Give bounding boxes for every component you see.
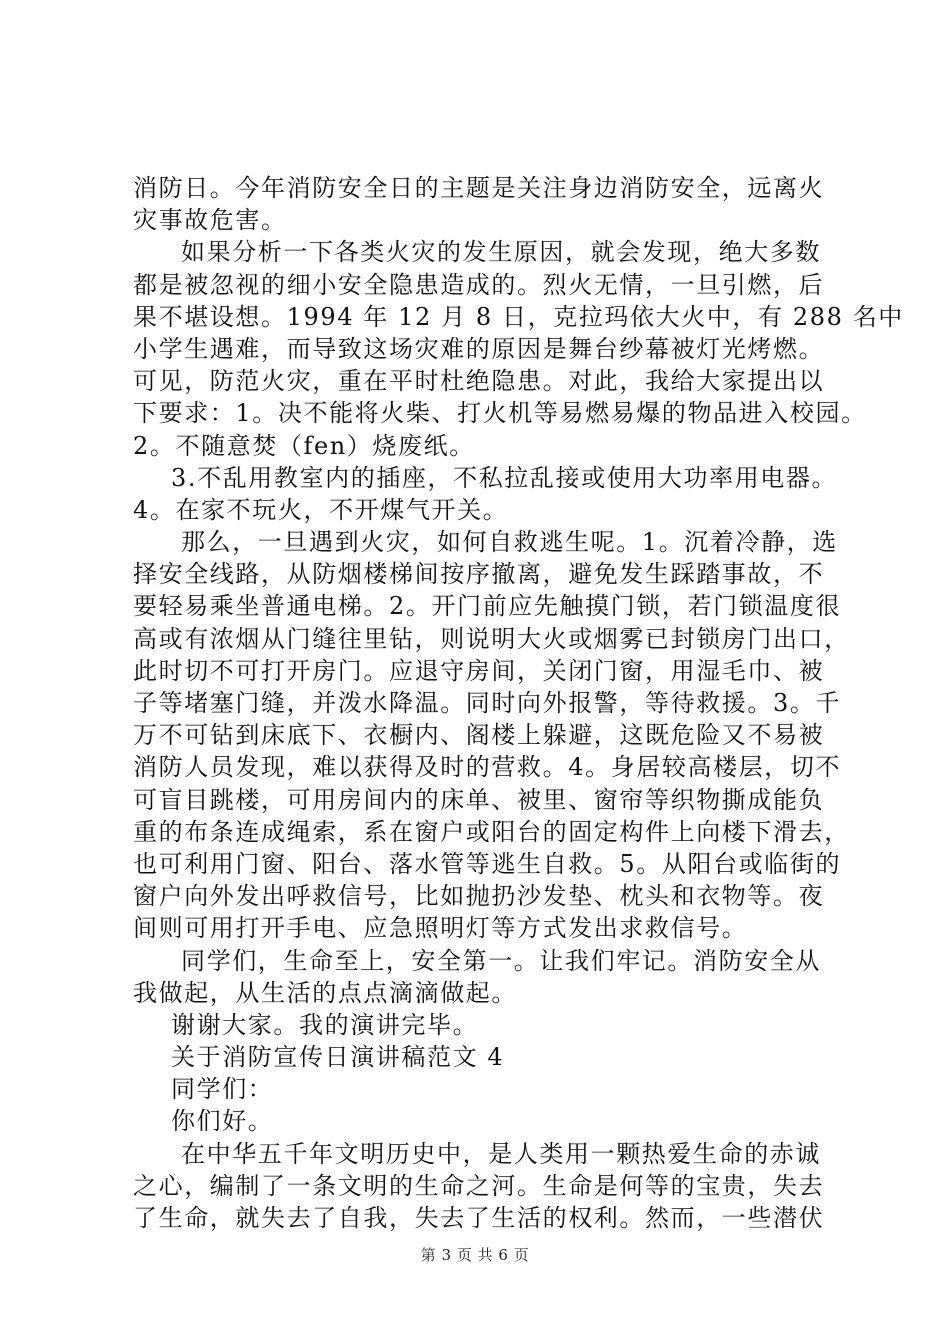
text-line: 在中华五千年文明历史中，是人类用一颗热爱生命的赤诚 (181, 1139, 821, 1168)
text-line: 可见，防范火灾，重在平时杜绝隐患。对此，我给大家提出以 (133, 367, 825, 396)
text-line: 高或有浓烟从门缝往里钻，则说明大火或烟雾已封锁房门出口， (133, 624, 850, 653)
salutation: 同学们： (171, 1075, 274, 1104)
text-line: 子等堵塞门缝，并泼水降温。同时向外报警，等待救援。3。千 (133, 689, 842, 717)
text-line: 要轻易乘坐普通电梯。2。开门前应先触摸门锁，若门锁温度很 (133, 592, 842, 621)
text-line: 我做起，从生活的点点滴滴做起。 (133, 978, 517, 1007)
text-line: 择安全线路，从防烟楼梯间按序撤离，避免发生踩踏事故，不 (133, 560, 825, 589)
text-line: 此时切不可打开房门。应退守房间，关闭门窗，用湿毛巾、被 (133, 656, 825, 685)
text-line: 灾事故危害。 (133, 206, 287, 235)
page-number-footer: 第 3 页 共 6 页 (420, 1246, 530, 1264)
document-body (133, 172, 904, 1234)
text-line: 可盲目跳楼，可用房间内的床单、被里、窗帘等织物撕成能负 (133, 785, 825, 814)
text-line: 3.不乱用教室内的插座，不私拉乱接或使用大功率用电器。 (171, 463, 838, 492)
text-line: 同学们，生命至上，安全第一。让我们牢记。消防安全从 (181, 946, 821, 975)
text-line: 2。不随意焚（fen）烧废纸。 (133, 431, 475, 460)
text-line: 重的布条连成绳索，系在窗户或阳台的固定构件上向楼下滑去， (133, 817, 850, 846)
text-line: 消防人员发现，难以获得及时的营救。4。身居较高楼层，切不 (133, 753, 842, 782)
text-line: 万不可钻到床底下、衣橱内、阁楼上躲避，这既危险又不易被 (133, 721, 825, 750)
text-line: 间则可用打开手电、应急照明灯等方式发出求救信号。 (133, 914, 748, 943)
section-heading: 关于消防宣传日演讲稿范文 4 (171, 1043, 505, 1072)
text-line: 了生命，就失去了自我，失去了生活的权利。然而，一些潜伏 (133, 1204, 825, 1232)
text-line: 谢谢大家。我的演讲完毕。 (171, 1010, 479, 1039)
text-line: 窗户向外发出呼救信号，比如抛扔沙发垫、枕头和衣物等。夜 (133, 882, 825, 911)
text-line: 都是被忽视的细小安全隐患造成的。烈火无情，一旦引燃，后 (133, 270, 825, 299)
text-line: 下要求：1。决不能将火柴、打火机等易燃易爆的物品进入校园。 (133, 399, 867, 428)
text-line: 4。在家不玩火，不开煤气开关。 (133, 495, 509, 524)
greeting: 你们好。 (171, 1107, 274, 1136)
text-line: 之心，编制了一条文明的生命之河。生命是何等的宝贵，失去 (133, 1171, 825, 1200)
text-line: 那么，一旦遇到火灾，如何自救逃生呢。1。沉着冷静，选 (181, 528, 838, 557)
text-line: 小学生遇难，而导致这场灾难的原因是舞台纱幕被灯光烤燃。 (133, 334, 825, 363)
text-line: 也可利用门窗、阳台、落水管等逃生自救。5。从阳台或临街的 (133, 849, 842, 878)
text-line: 果不堪设想。1994 年 12 月 8 日，克拉玛依大火中，有 288 名中 (133, 302, 904, 331)
text-line: 如果分析一下各类火灾的发生原因，就会发现，绝大多数 (181, 238, 821, 267)
text-line: 消防日。今年消防安全日的主题是关注身边消防安全，远离火 (133, 174, 825, 202)
